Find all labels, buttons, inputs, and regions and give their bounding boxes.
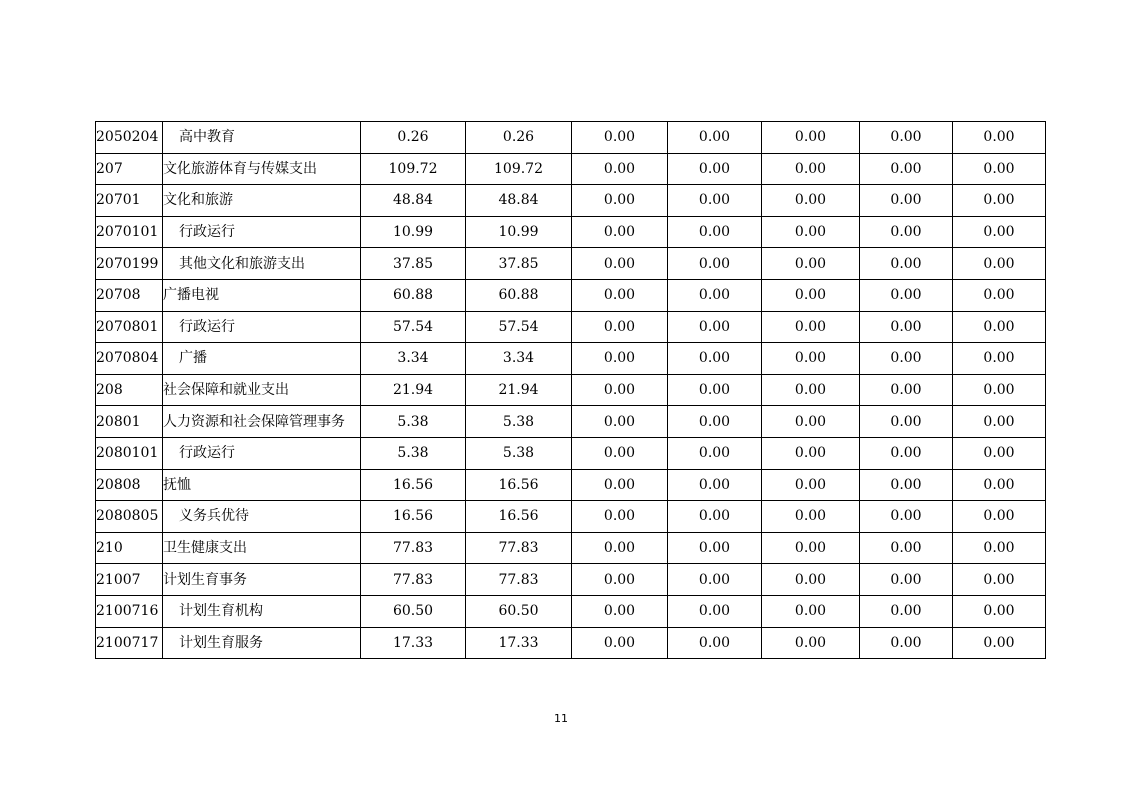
amount-cell: 0.00 bbox=[668, 374, 762, 406]
amount-cell: 0.00 bbox=[860, 185, 953, 217]
amount-cell: 0.00 bbox=[572, 216, 668, 248]
subject-code-cell: 2070199 bbox=[96, 248, 163, 280]
amount-cell: 0.00 bbox=[668, 437, 762, 469]
amount-cell: 0.00 bbox=[572, 406, 668, 438]
amount-cell: 0.00 bbox=[953, 122, 1046, 154]
amount-cell: 0.00 bbox=[860, 374, 953, 406]
amount-cell: 0.00 bbox=[762, 311, 860, 343]
amount-cell: 3.34 bbox=[466, 343, 572, 375]
table-row bbox=[96, 185, 1046, 217]
subject-name-cell: 广播电视 bbox=[163, 279, 361, 311]
amount-cell: 57.54 bbox=[361, 311, 466, 343]
amount-cell: 5.38 bbox=[361, 406, 466, 438]
table-row bbox=[96, 343, 1046, 375]
amount-cell: 17.33 bbox=[466, 627, 572, 659]
amount-cell: 0.00 bbox=[668, 406, 762, 438]
table-row bbox=[96, 153, 1046, 185]
amount-cell: 0.00 bbox=[572, 627, 668, 659]
subject-code-cell: 2070801 bbox=[96, 311, 163, 343]
amount-cell: 0.00 bbox=[668, 595, 762, 627]
amount-cell: 21.94 bbox=[466, 374, 572, 406]
amount-cell: 16.56 bbox=[466, 469, 572, 501]
amount-cell: 0.00 bbox=[860, 248, 953, 280]
amount-cell: 60.50 bbox=[466, 595, 572, 627]
amount-cell: 0.00 bbox=[668, 469, 762, 501]
table-row bbox=[96, 469, 1046, 501]
amount-cell: 0.00 bbox=[762, 122, 860, 154]
amount-cell: 0.00 bbox=[762, 501, 860, 533]
amount-cell: 0.00 bbox=[572, 122, 668, 154]
amount-cell: 0.00 bbox=[572, 564, 668, 596]
amount-cell: 0.00 bbox=[668, 279, 762, 311]
amount-cell: 0.00 bbox=[572, 469, 668, 501]
amount-cell: 109.72 bbox=[361, 153, 466, 185]
amount-cell: 16.56 bbox=[361, 469, 466, 501]
amount-cell: 0.26 bbox=[466, 122, 572, 154]
amount-cell: 0.00 bbox=[762, 595, 860, 627]
table-body bbox=[96, 122, 1046, 659]
amount-cell: 0.00 bbox=[668, 627, 762, 659]
amount-cell: 0.00 bbox=[860, 501, 953, 533]
subject-code-cell: 20808 bbox=[96, 469, 163, 501]
table-row bbox=[96, 216, 1046, 248]
amount-cell: 0.00 bbox=[668, 564, 762, 596]
amount-cell: 0.00 bbox=[860, 627, 953, 659]
subject-name-cell: 计划生育服务 bbox=[163, 627, 361, 659]
subject-name-cell: 行政运行 bbox=[163, 311, 361, 343]
subject-code-cell: 2070101 bbox=[96, 216, 163, 248]
amount-cell: 0.00 bbox=[762, 248, 860, 280]
amount-cell: 0.00 bbox=[572, 185, 668, 217]
table-row bbox=[96, 248, 1046, 280]
amount-cell: 0.00 bbox=[860, 564, 953, 596]
amount-cell: 0.00 bbox=[953, 501, 1046, 533]
amount-cell: 0.00 bbox=[668, 343, 762, 375]
amount-cell: 0.00 bbox=[953, 279, 1046, 311]
subject-name-cell: 广播 bbox=[163, 343, 361, 375]
amount-cell: 5.38 bbox=[466, 437, 572, 469]
amount-cell: 109.72 bbox=[466, 153, 572, 185]
amount-cell: 0.00 bbox=[953, 595, 1046, 627]
page-number: 11 bbox=[554, 712, 568, 725]
subject-code-cell: 2070804 bbox=[96, 343, 163, 375]
subject-name-cell: 社会保障和就业支出 bbox=[163, 374, 361, 406]
amount-cell: 77.83 bbox=[466, 532, 572, 564]
table-row bbox=[96, 406, 1046, 438]
subject-name-cell: 高中教育 bbox=[163, 122, 361, 154]
subject-name-cell: 抚恤 bbox=[163, 469, 361, 501]
amount-cell: 60.88 bbox=[361, 279, 466, 311]
amount-cell: 0.00 bbox=[668, 122, 762, 154]
amount-cell: 0.00 bbox=[860, 279, 953, 311]
amount-cell: 0.00 bbox=[953, 374, 1046, 406]
amount-cell: 0.00 bbox=[762, 279, 860, 311]
subject-code-cell: 2100717 bbox=[96, 627, 163, 659]
amount-cell: 0.00 bbox=[762, 469, 860, 501]
amount-cell: 0.00 bbox=[572, 374, 668, 406]
amount-cell: 0.00 bbox=[668, 501, 762, 533]
subject-name-cell: 卫生健康支出 bbox=[163, 532, 361, 564]
subject-code-cell: 20801 bbox=[96, 406, 163, 438]
table-row bbox=[96, 374, 1046, 406]
amount-cell: 16.56 bbox=[361, 501, 466, 533]
amount-cell: 0.00 bbox=[572, 279, 668, 311]
subject-name-cell: 行政运行 bbox=[163, 437, 361, 469]
amount-cell: 0.00 bbox=[668, 532, 762, 564]
amount-cell: 0.00 bbox=[953, 627, 1046, 659]
amount-cell: 0.00 bbox=[762, 153, 860, 185]
amount-cell: 77.83 bbox=[361, 564, 466, 596]
amount-cell: 0.00 bbox=[953, 248, 1046, 280]
amount-cell: 0.00 bbox=[953, 343, 1046, 375]
amount-cell: 0.00 bbox=[860, 469, 953, 501]
table-row bbox=[96, 122, 1046, 154]
amount-cell: 60.50 bbox=[361, 595, 466, 627]
subject-name-cell: 文化和旅游 bbox=[163, 185, 361, 217]
table-row bbox=[96, 311, 1046, 343]
amount-cell: 0.00 bbox=[572, 153, 668, 185]
amount-cell: 5.38 bbox=[466, 406, 572, 438]
subject-name-cell: 人力资源和社会保障管理事务 bbox=[163, 406, 361, 438]
subject-code-cell: 210 bbox=[96, 532, 163, 564]
amount-cell: 16.56 bbox=[466, 501, 572, 533]
amount-cell: 0.00 bbox=[953, 311, 1046, 343]
amount-cell: 60.88 bbox=[466, 279, 572, 311]
amount-cell: 0.00 bbox=[668, 311, 762, 343]
amount-cell: 0.00 bbox=[860, 216, 953, 248]
amount-cell: 0.00 bbox=[572, 532, 668, 564]
subject-code-cell: 20701 bbox=[96, 185, 163, 217]
subject-code-cell: 2080101 bbox=[96, 437, 163, 469]
amount-cell: 0.00 bbox=[953, 564, 1046, 596]
amount-cell: 0.00 bbox=[762, 185, 860, 217]
amount-cell: 0.00 bbox=[668, 248, 762, 280]
amount-cell: 0.00 bbox=[668, 153, 762, 185]
budget-table bbox=[95, 121, 1046, 659]
subject-code-cell: 2100716 bbox=[96, 595, 163, 627]
amount-cell: 21.94 bbox=[361, 374, 466, 406]
amount-cell: 0.00 bbox=[953, 185, 1046, 217]
table-row bbox=[96, 564, 1046, 596]
amount-cell: 0.00 bbox=[953, 469, 1046, 501]
subject-name-cell: 文化旅游体育与传媒支出 bbox=[163, 153, 361, 185]
amount-cell: 48.84 bbox=[466, 185, 572, 217]
amount-cell: 0.00 bbox=[572, 248, 668, 280]
table-row bbox=[96, 532, 1046, 564]
table-row bbox=[96, 279, 1046, 311]
amount-cell: 0.00 bbox=[572, 595, 668, 627]
amount-cell: 0.00 bbox=[860, 532, 953, 564]
amount-cell: 48.84 bbox=[361, 185, 466, 217]
subject-code-cell: 207 bbox=[96, 153, 163, 185]
amount-cell: 0.00 bbox=[762, 374, 860, 406]
amount-cell: 0.00 bbox=[860, 343, 953, 375]
amount-cell: 0.00 bbox=[953, 153, 1046, 185]
subject-name-cell: 其他文化和旅游支出 bbox=[163, 248, 361, 280]
table-row bbox=[96, 627, 1046, 659]
amount-cell: 0.00 bbox=[860, 153, 953, 185]
amount-cell: 0.00 bbox=[572, 437, 668, 469]
subject-code-cell: 208 bbox=[96, 374, 163, 406]
amount-cell: 10.99 bbox=[361, 216, 466, 248]
amount-cell: 77.83 bbox=[361, 532, 466, 564]
table-row bbox=[96, 437, 1046, 469]
amount-cell: 0.00 bbox=[860, 406, 953, 438]
amount-cell: 37.85 bbox=[361, 248, 466, 280]
amount-cell: 0.00 bbox=[953, 532, 1046, 564]
amount-cell: 0.00 bbox=[860, 122, 953, 154]
amount-cell: 0.00 bbox=[762, 564, 860, 596]
amount-cell: 0.00 bbox=[762, 532, 860, 564]
subject-name-cell: 计划生育事务 bbox=[163, 564, 361, 596]
amount-cell: 0.00 bbox=[860, 311, 953, 343]
amount-cell: 0.00 bbox=[668, 216, 762, 248]
table-row bbox=[96, 595, 1046, 627]
amount-cell: 0.00 bbox=[668, 185, 762, 217]
amount-cell: 0.00 bbox=[860, 595, 953, 627]
amount-cell: 0.00 bbox=[953, 406, 1046, 438]
amount-cell: 0.00 bbox=[762, 406, 860, 438]
amount-cell: 0.00 bbox=[572, 311, 668, 343]
amount-cell: 0.00 bbox=[762, 437, 860, 469]
amount-cell: 10.99 bbox=[466, 216, 572, 248]
subject-code-cell: 2080805 bbox=[96, 501, 163, 533]
subject-name-cell: 计划生育机构 bbox=[163, 595, 361, 627]
amount-cell: 0.00 bbox=[762, 343, 860, 375]
amount-cell: 57.54 bbox=[466, 311, 572, 343]
table-row bbox=[96, 501, 1046, 533]
amount-cell: 0.00 bbox=[953, 216, 1046, 248]
amount-cell: 0.00 bbox=[860, 437, 953, 469]
amount-cell: 3.34 bbox=[361, 343, 466, 375]
amount-cell: 17.33 bbox=[361, 627, 466, 659]
amount-cell: 0.00 bbox=[762, 216, 860, 248]
amount-cell: 0.00 bbox=[953, 437, 1046, 469]
amount-cell: 0.00 bbox=[572, 501, 668, 533]
amount-cell: 5.38 bbox=[361, 437, 466, 469]
subject-code-cell: 20708 bbox=[96, 279, 163, 311]
subject-name-cell: 义务兵优待 bbox=[163, 501, 361, 533]
amount-cell: 77.83 bbox=[466, 564, 572, 596]
amount-cell: 37.85 bbox=[466, 248, 572, 280]
subject-code-cell: 2050204 bbox=[96, 122, 163, 154]
subject-name-cell: 行政运行 bbox=[163, 216, 361, 248]
amount-cell: 0.26 bbox=[361, 122, 466, 154]
amount-cell: 0.00 bbox=[762, 627, 860, 659]
amount-cell: 0.00 bbox=[572, 343, 668, 375]
subject-code-cell: 21007 bbox=[96, 564, 163, 596]
